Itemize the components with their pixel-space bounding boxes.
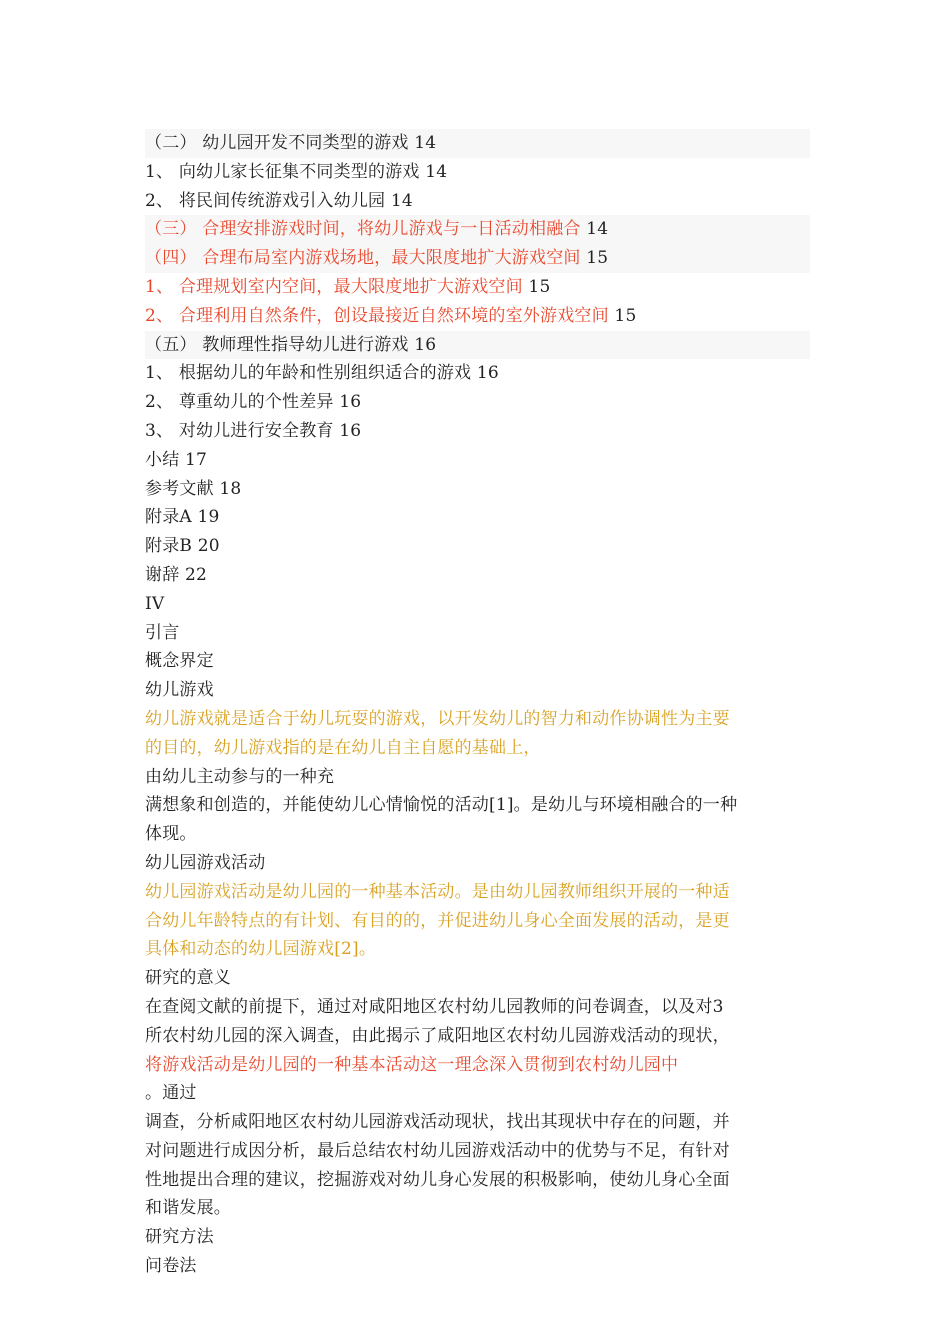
toc-item-appendix-a: 附录A 19 bbox=[145, 507, 220, 528]
toc-item-summary: 小结 17 bbox=[145, 449, 208, 470]
heading-research-methods: 研究方法 bbox=[145, 1227, 214, 1248]
heading-kindergarten-games: 幼儿园游戏活动 bbox=[145, 852, 266, 873]
document-content bbox=[145, 129, 810, 1281]
heading-research-significance: 研究的意义 bbox=[145, 968, 231, 989]
paragraph-line: 对问题进行成因分析，最后总结农村幼儿园游戏活动中的优势与不足，有针对 bbox=[145, 1140, 730, 1161]
toc-item-appendix-b: 附录B 20 bbox=[145, 536, 220, 557]
heading-child-games: 幼儿游戏 bbox=[145, 680, 214, 701]
toc-item-5-1: 1、 根据幼儿的年龄和性别组织适合的游戏 16 bbox=[145, 363, 499, 384]
paragraph-line: 的目的，幼儿游戏指的是在幼儿自主自愿的基础上， 由幼儿主动参与的一种充 bbox=[145, 737, 541, 787]
paragraph-line: 幼儿园游戏活动是幼儿园的一种基本活动。是由幼儿园教师组织开展的一种适 bbox=[145, 881, 730, 902]
paragraph-child-games bbox=[145, 705, 810, 849]
paragraph-line: 具体和动态的幼儿园游戏[2]。 bbox=[145, 939, 377, 960]
paragraph-kindergarten-games bbox=[145, 878, 810, 964]
toc-item-5: （五） 教师理性指导幼儿进行游戏 16 bbox=[145, 331, 810, 360]
paragraph-line: 幼儿游戏就是适合于幼儿玩耍的游戏，以开发幼儿的智力和动作协调性为主要 bbox=[145, 708, 730, 729]
toc-item-3: （三） 合理安排游戏时间，将幼儿游戏与一日活动相融合 14 bbox=[145, 215, 810, 244]
paragraph-line: 合幼儿年龄特点的有计划、有目的的，并促进幼儿身心全面发展的活动，是更 bbox=[145, 910, 730, 931]
heading-concept-definition: 概念界定 bbox=[145, 651, 214, 672]
paragraph-research-significance bbox=[145, 993, 810, 1223]
toc-item-5-2: 2、 尊重幼儿的个性差异 16 bbox=[145, 392, 362, 413]
toc-item-2-1: 1、 向幼儿家长征集不同类型的游戏 14 bbox=[145, 161, 448, 182]
toc-item-4-1: 1、 合理规划室内空间，最大限度地扩大游戏空间 15 bbox=[145, 276, 551, 297]
paragraph-line: 满想象和创造的，并能使幼儿心情愉悦的活动[1]。是幼儿与环境相融合的一种 bbox=[145, 795, 738, 816]
heading-introduction: 引言 bbox=[145, 622, 180, 643]
paragraph-line: 性地提出合理的建议，挖掘游戏对幼儿身心发展的积极影响，使幼儿身心全面 bbox=[145, 1169, 730, 1190]
page-number-roman: IV bbox=[145, 593, 165, 614]
paragraph-line: 在查阅文献的前提下，通过对咸阳地区农村幼儿园教师的问卷调查，以及对3 bbox=[145, 996, 724, 1017]
toc-item-5-3: 3、 对幼儿进行安全教育 16 bbox=[145, 420, 362, 441]
toc-item-2-2: 2、 将民间传统游戏引入幼儿园 14 bbox=[145, 190, 413, 211]
paragraph-line: 和谐发展。 bbox=[145, 1198, 231, 1219]
paragraph-line: 所农村幼儿园的深入调查，由此揭示了咸阳地区农村幼儿园游戏活动的现状， bbox=[145, 1025, 730, 1046]
heading-questionnaire: 问卷法 bbox=[145, 1256, 197, 1277]
toc-item-4-2: 2、 合理利用自然条件，创设最接近自然环境的室外游戏空间 15 bbox=[145, 305, 637, 326]
toc-item-4: （四） 合理布局室内游戏场地，最大限度地扩大游戏空间 15 bbox=[145, 244, 810, 273]
toc-item-references: 参考文献 18 bbox=[145, 478, 242, 499]
paragraph-line: 体现。 bbox=[145, 824, 197, 845]
toc-item-2: （二） 幼儿园开发不同类型的游戏 14 bbox=[145, 129, 810, 158]
paragraph-line: 将游戏活动是幼儿园的一种基本活动这一理念深入贯彻到农村幼儿园中 。通过 bbox=[145, 1054, 679, 1104]
paragraph-line: 调查，分析咸阳地区农村幼儿园游戏活动现状，找出其现状中存在的问题，并 bbox=[145, 1112, 730, 1133]
toc-item-acknowledgements: 谢辞 22 bbox=[145, 564, 208, 585]
